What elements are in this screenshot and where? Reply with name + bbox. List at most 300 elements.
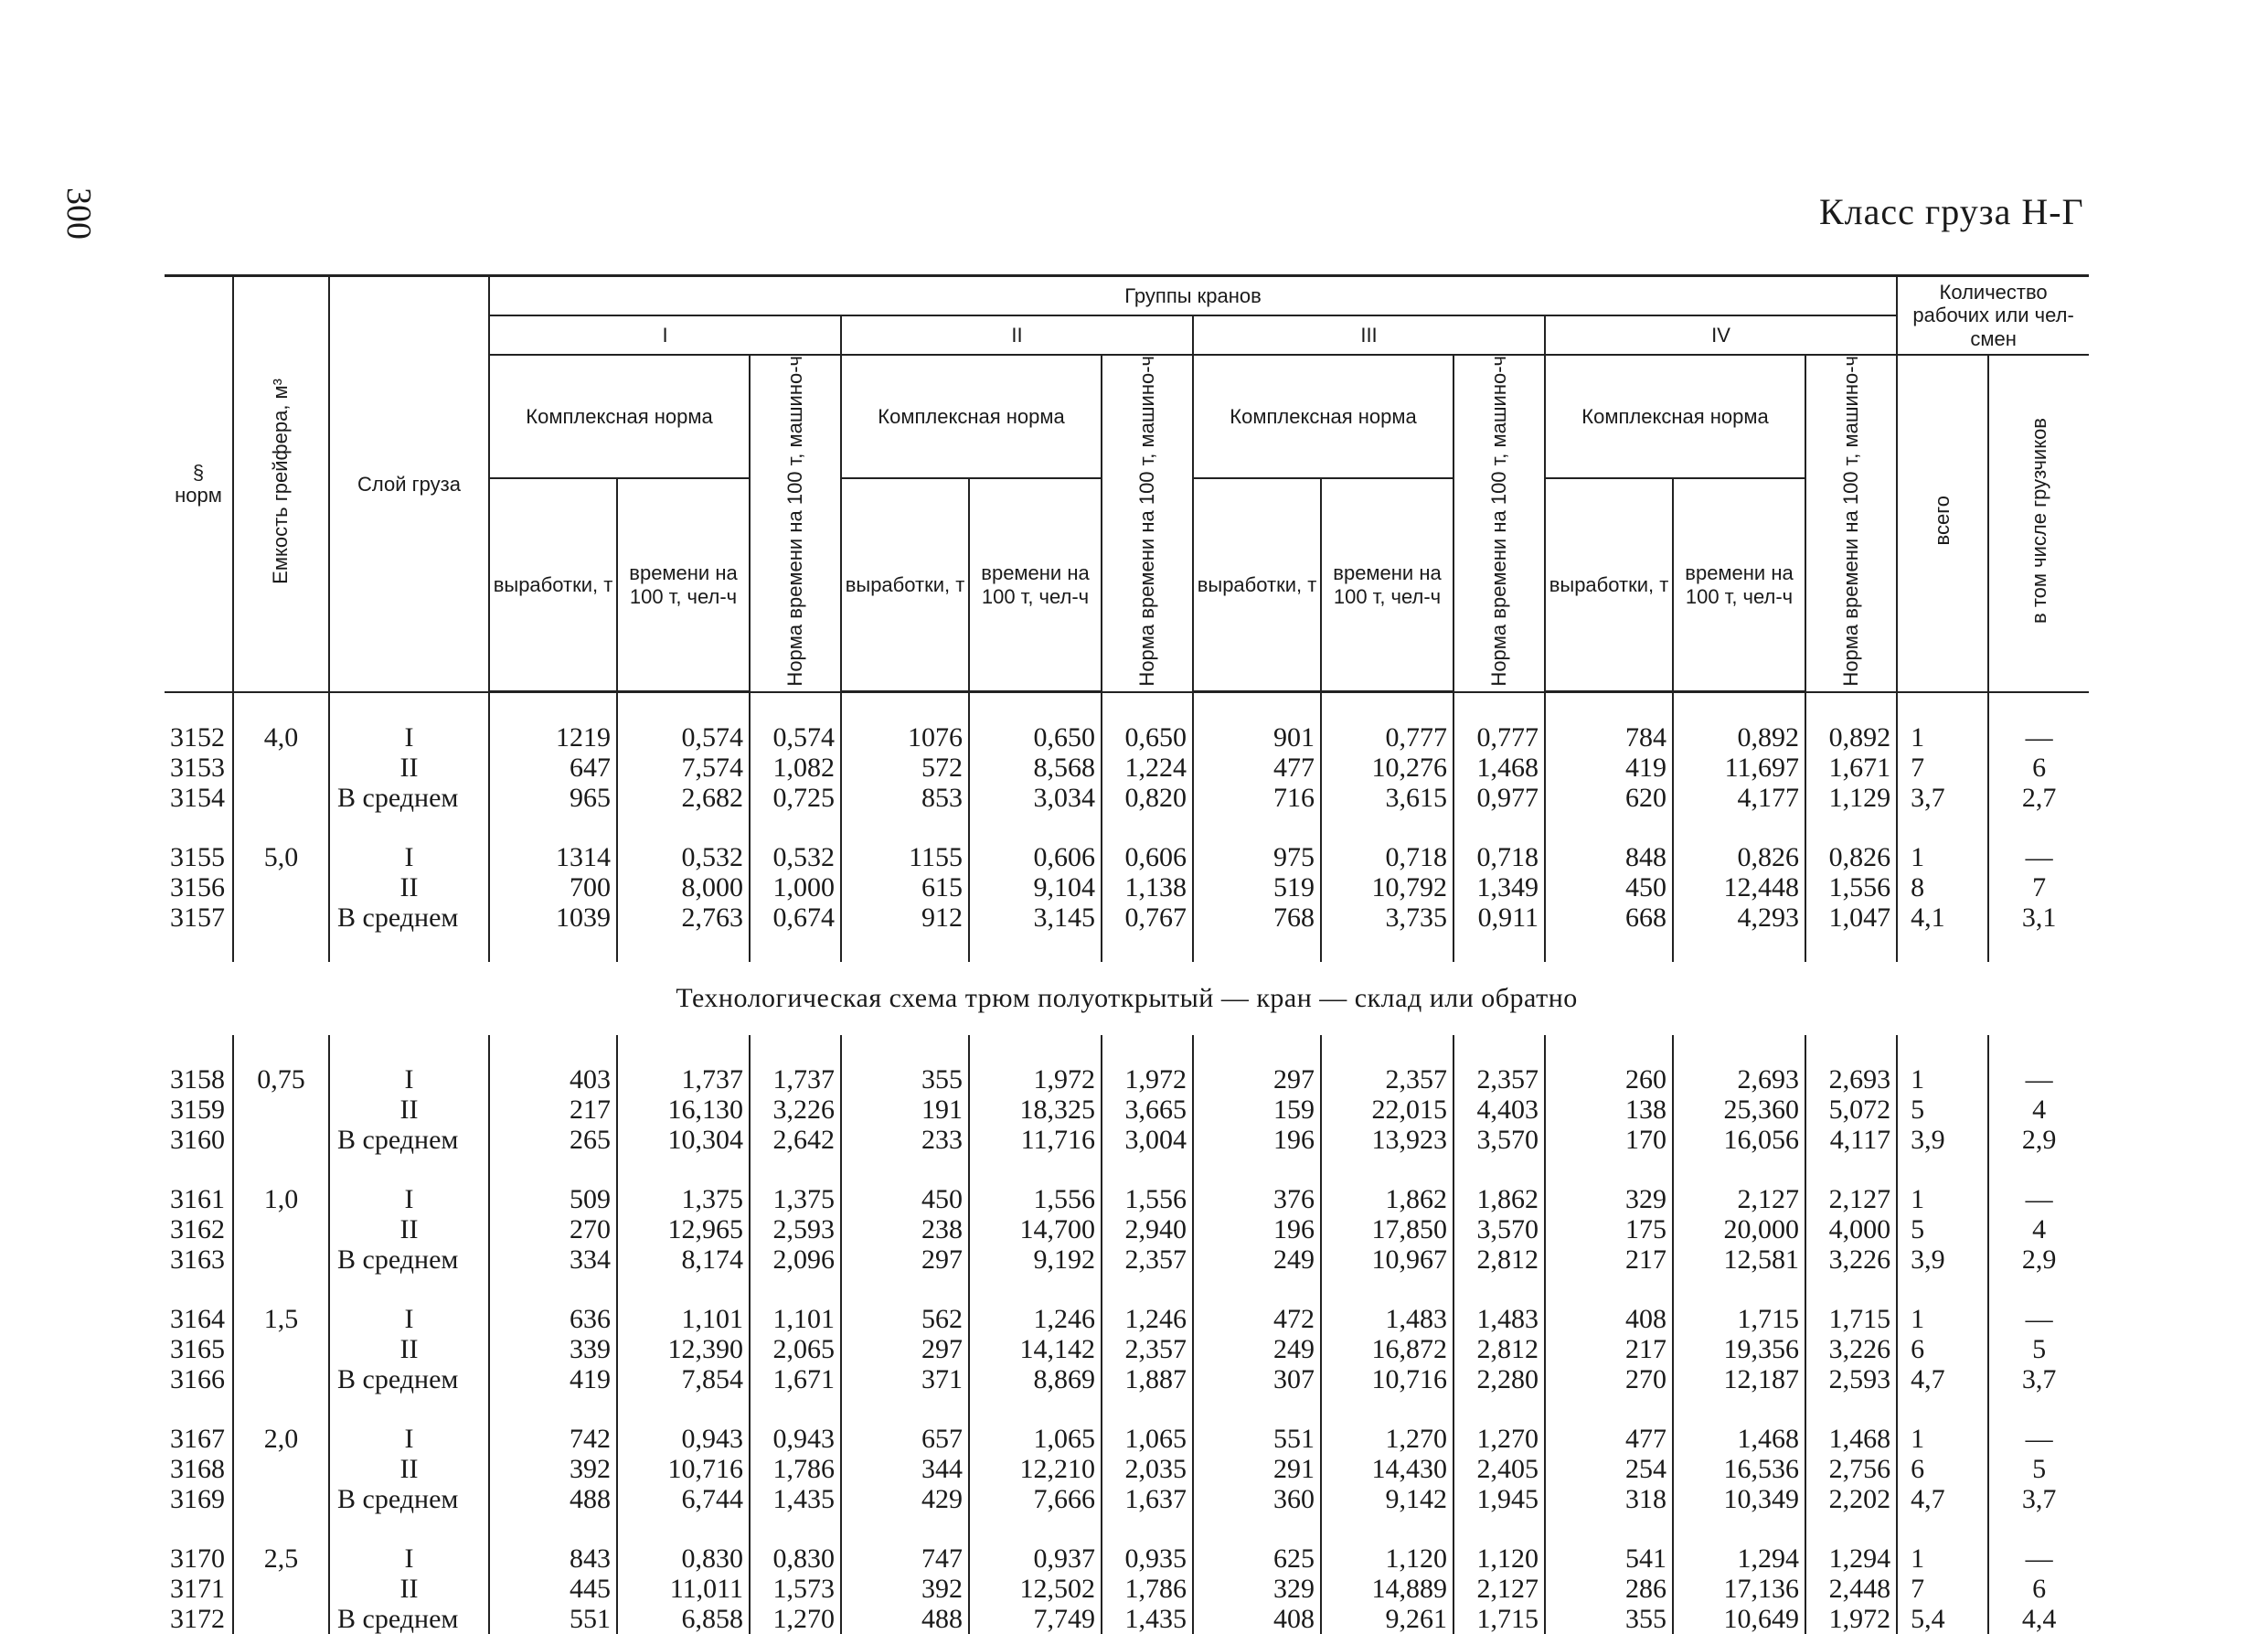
value-cell: 450 [1545, 872, 1673, 902]
value-cell: 14,700 [969, 1214, 1102, 1244]
value-cell: 1,294 [1805, 1543, 1897, 1574]
layer-cell: II [329, 753, 489, 783]
value-cell: 10,304 [617, 1125, 750, 1155]
value-cell: 138 [1545, 1095, 1673, 1125]
value-cell: 1039 [489, 902, 617, 933]
value-cell: 0,911 [1453, 902, 1545, 933]
value-cell: 562 [841, 1304, 969, 1334]
value-cell: 233 [841, 1125, 969, 1155]
table-row [165, 1184, 2089, 1214]
value-cell: 768 [1193, 902, 1321, 933]
output-header: выработки, т [1545, 478, 1673, 692]
value-cell: 1,246 [1102, 1304, 1193, 1334]
complex-norm-header: Комплексная норма [841, 355, 1102, 478]
value-cell: 217 [1545, 1244, 1673, 1275]
value-cell: 5,072 [1805, 1095, 1897, 1125]
value-cell: 1,101 [750, 1304, 841, 1334]
layer-cell: I [329, 1424, 489, 1454]
value-cell: 19,356 [1673, 1334, 1805, 1364]
value-cell: 408 [1193, 1604, 1321, 1634]
value-cell: 519 [1193, 872, 1321, 902]
value-cell: 1076 [841, 722, 969, 753]
time-header: времени на 100 т, чел-ч [1321, 478, 1453, 692]
value-cell: 445 [489, 1574, 617, 1604]
norm-number-cell: 3165 [170, 1334, 225, 1365]
value-cell: 2,127 [1805, 1184, 1897, 1214]
table-row [165, 902, 2089, 933]
total-workers-cell: 1 [1897, 842, 1988, 872]
value-cell: 1,483 [1453, 1304, 1545, 1334]
value-cell: 1,435 [1102, 1604, 1193, 1634]
loaders-cell: 2,9 [1988, 1244, 2089, 1275]
value-cell: 286 [1545, 1574, 1673, 1604]
value-cell: 344 [841, 1454, 969, 1484]
value-cell: 254 [1545, 1454, 1673, 1484]
value-cell: 636 [489, 1304, 617, 1334]
total-header: всего [1897, 355, 1988, 692]
value-cell: 14,142 [969, 1334, 1102, 1364]
value-cell: 1,065 [1102, 1424, 1193, 1454]
value-cell: 1,047 [1805, 902, 1897, 933]
value-cell: 0,725 [750, 783, 841, 813]
value-cell: 16,872 [1321, 1334, 1453, 1364]
value-cell: 0,650 [969, 722, 1102, 753]
value-cell: 7,854 [617, 1364, 750, 1394]
value-cell: 0,532 [617, 842, 750, 872]
value-cell: 1,972 [1102, 1064, 1193, 1095]
value-cell: 2,357 [1102, 1244, 1193, 1275]
value-cell: 0,606 [1102, 842, 1193, 872]
value-cell: 376 [1193, 1184, 1321, 1214]
capacity-cell [233, 1484, 329, 1514]
value-cell: 1,246 [969, 1304, 1102, 1334]
capacity-cell [233, 1334, 329, 1364]
loaders-cell: — [1988, 1543, 2089, 1574]
table-row [165, 1214, 2089, 1244]
value-cell: 8,000 [617, 872, 750, 902]
value-cell: 1,945 [1453, 1484, 1545, 1514]
loaders-header: в том числе грузчиков [1988, 355, 2089, 692]
norm-number-cell: 3160 [170, 1125, 225, 1156]
loaders-cell: — [1988, 842, 2089, 872]
value-cell: 7,749 [969, 1604, 1102, 1634]
value-cell: 12,448 [1673, 872, 1805, 902]
table-row [165, 1095, 2089, 1125]
value-cell: 1,270 [1453, 1424, 1545, 1454]
table-row [165, 783, 2089, 813]
value-cell: 1,715 [1805, 1304, 1897, 1334]
value-cell: 4,293 [1673, 902, 1805, 933]
value-cell: 450 [841, 1184, 969, 1214]
total-workers-cell: 6 [1897, 1454, 1988, 1484]
norm-header: § норм [165, 276, 233, 692]
loaders-cell: 3,7 [1988, 1484, 2089, 1514]
value-cell: 2,693 [1673, 1064, 1805, 1095]
value-cell: 159 [1193, 1095, 1321, 1125]
value-cell: 392 [489, 1454, 617, 1484]
loaders-cell: 4 [1988, 1095, 2089, 1125]
value-cell: 1,972 [969, 1064, 1102, 1095]
value-cell: 1,786 [750, 1454, 841, 1484]
table-header [165, 276, 2089, 692]
value-cell: 14,889 [1321, 1574, 1453, 1604]
norm-number-cell: 3162 [170, 1214, 225, 1245]
value-cell: 16,536 [1673, 1454, 1805, 1484]
time-header: времени на 100 т, чел-ч [617, 478, 750, 692]
value-cell: 429 [841, 1484, 969, 1514]
group-2-header: II [841, 315, 1193, 355]
value-cell: 965 [489, 783, 617, 813]
value-cell: 572 [841, 753, 969, 783]
layer-cell: В среднем [329, 1604, 489, 1634]
value-cell: 1,082 [750, 753, 841, 783]
value-cell: 0,574 [750, 722, 841, 753]
value-cell: 3,570 [1453, 1125, 1545, 1155]
value-cell: 7,574 [617, 753, 750, 783]
value-cell: 1314 [489, 842, 617, 872]
value-cell: 419 [489, 1364, 617, 1394]
value-cell: 477 [1545, 1424, 1673, 1454]
value-cell: 25,360 [1673, 1095, 1805, 1125]
table-row [165, 1334, 2089, 1364]
table-row [165, 1454, 2089, 1484]
table-row [165, 1604, 2089, 1634]
norm-number-cell: 3171 [170, 1574, 225, 1605]
value-cell: 0,977 [1453, 783, 1545, 813]
value-cell: 0,943 [750, 1424, 841, 1454]
value-cell: 16,056 [1673, 1125, 1805, 1155]
value-cell: 270 [489, 1214, 617, 1244]
value-cell: 2,642 [750, 1125, 841, 1155]
value-cell: 355 [1545, 1604, 1673, 1634]
loaders-cell: 4 [1988, 1214, 2089, 1244]
table-row [165, 1484, 2089, 1514]
spacer-row [165, 692, 2089, 723]
value-cell: 1,349 [1453, 872, 1545, 902]
value-cell: 8,174 [617, 1244, 750, 1275]
page-number: 300 [59, 187, 98, 240]
value-cell: 1,483 [1321, 1304, 1453, 1334]
norm-number-cell: 3170 [170, 1543, 225, 1575]
value-cell: 4,177 [1673, 783, 1805, 813]
value-cell: 0,674 [750, 902, 841, 933]
value-cell: 249 [1193, 1334, 1321, 1364]
machine-time-header: Норма времени на 100 т, машино-ч [750, 355, 841, 692]
value-cell: 1,556 [1805, 872, 1897, 902]
layer-cell: I [329, 1304, 489, 1334]
value-cell: 11,011 [617, 1574, 750, 1604]
value-cell: 10,349 [1673, 1484, 1805, 1514]
value-cell: 0,935 [1102, 1543, 1193, 1574]
value-cell: 17,850 [1321, 1214, 1453, 1244]
spacer-row [165, 1155, 2089, 1184]
crane-groups-header: Группы кранов [489, 276, 1897, 315]
value-cell: 2,065 [750, 1334, 841, 1364]
layer-cell: I [329, 842, 489, 872]
loaders-cell: — [1988, 722, 2089, 753]
total-workers-cell: 4,7 [1897, 1484, 1988, 1514]
layer-cell: II [329, 1095, 489, 1125]
value-cell: 3,665 [1102, 1095, 1193, 1125]
value-cell: 6,744 [617, 1484, 750, 1514]
value-cell: 3,226 [1805, 1334, 1897, 1364]
value-cell: 291 [1193, 1454, 1321, 1484]
complex-norm-header: Комплексная норма [1545, 355, 1805, 478]
value-cell: 668 [1545, 902, 1673, 933]
value-cell: 1,101 [617, 1304, 750, 1334]
total-workers-cell: 7 [1897, 1574, 1988, 1604]
loaders-cell: 3,1 [1988, 902, 2089, 933]
value-cell: 14,430 [1321, 1454, 1453, 1484]
table-row [165, 1304, 2089, 1334]
loaders-cell: 6 [1988, 1574, 2089, 1604]
value-cell: 329 [1545, 1184, 1673, 1214]
value-cell: 1,786 [1102, 1574, 1193, 1604]
value-cell: 2,127 [1453, 1574, 1545, 1604]
value-cell: 1,862 [1453, 1184, 1545, 1214]
table-row [165, 1125, 2089, 1155]
value-cell: 2,202 [1805, 1484, 1897, 1514]
total-workers-cell: 4,7 [1897, 1364, 1988, 1394]
value-cell: 0,937 [969, 1543, 1102, 1574]
workers-header: Количество рабочих или чел-смен [1897, 276, 2089, 355]
value-cell: 2,357 [1102, 1334, 1193, 1364]
value-cell: 191 [841, 1095, 969, 1125]
layer-cell: I [329, 722, 489, 753]
value-cell: 3,226 [1805, 1244, 1897, 1275]
layer-cell: II [329, 1574, 489, 1604]
norm-number-cell: 3159 [170, 1095, 225, 1126]
complex-norm-header: Комплексная норма [1193, 355, 1453, 478]
value-cell: 10,967 [1321, 1244, 1453, 1275]
capacity-cell [233, 1244, 329, 1275]
capacity-cell [233, 1125, 329, 1155]
value-cell: 0,718 [1453, 842, 1545, 872]
value-cell: 0,532 [750, 842, 841, 872]
layer-cell: I [329, 1543, 489, 1574]
table-row [165, 842, 2089, 872]
total-workers-cell: 1 [1897, 1184, 1988, 1214]
value-cell: 2,357 [1321, 1064, 1453, 1095]
value-cell: 488 [489, 1484, 617, 1514]
value-cell: 11,716 [969, 1125, 1102, 1155]
value-cell: 541 [1545, 1543, 1673, 1574]
value-cell: 10,792 [1321, 872, 1453, 902]
value-cell: 901 [1193, 722, 1321, 753]
capacity-cell [233, 753, 329, 783]
value-cell: 784 [1545, 722, 1673, 753]
capacity-cell: 2,0 [233, 1424, 329, 1454]
value-cell: 217 [489, 1095, 617, 1125]
value-cell: 1,000 [750, 872, 841, 902]
value-cell: 371 [841, 1364, 969, 1394]
loaders-cell: — [1988, 1304, 2089, 1334]
total-workers-cell: 1 [1897, 722, 1988, 753]
value-cell: 1,468 [1673, 1424, 1805, 1454]
table-row [165, 1424, 2089, 1454]
layer-cell: В среднем [329, 1484, 489, 1514]
value-cell: 477 [1193, 753, 1321, 783]
value-cell: 975 [1193, 842, 1321, 872]
layer-cell: В среднем [329, 783, 489, 813]
value-cell: 17,136 [1673, 1574, 1805, 1604]
table-row [165, 1244, 2089, 1275]
spacer-row [165, 933, 2089, 962]
value-cell: 912 [841, 902, 969, 933]
value-cell: 0,718 [1321, 842, 1453, 872]
value-cell: 196 [1193, 1214, 1321, 1244]
value-cell: 249 [1193, 1244, 1321, 1275]
value-cell: 625 [1193, 1543, 1321, 1574]
capacity-cell [233, 902, 329, 933]
total-workers-cell: 1 [1897, 1064, 1988, 1095]
value-cell: 551 [489, 1604, 617, 1634]
value-cell: 339 [489, 1334, 617, 1364]
value-cell: 2,280 [1453, 1364, 1545, 1394]
value-cell: 0,943 [617, 1424, 750, 1454]
value-cell: 0,892 [1673, 722, 1805, 753]
value-cell: 1,120 [1453, 1543, 1545, 1574]
layer-cell: II [329, 1214, 489, 1244]
value-cell: 196 [1193, 1125, 1321, 1155]
value-cell: 175 [1545, 1214, 1673, 1244]
capacity-cell [233, 872, 329, 902]
total-workers-cell: 6 [1897, 1334, 1988, 1364]
value-cell: 2,763 [617, 902, 750, 933]
value-cell: 488 [841, 1604, 969, 1634]
value-cell: 12,210 [969, 1454, 1102, 1484]
value-cell: 10,649 [1673, 1604, 1805, 1634]
value-cell: 647 [489, 753, 617, 783]
layer-cell: В среднем [329, 1125, 489, 1155]
value-cell: 1,435 [750, 1484, 841, 1514]
norm-number-cell: 3158 [170, 1064, 225, 1095]
value-cell: 615 [841, 872, 969, 902]
loaders-cell: 5 [1988, 1454, 2089, 1484]
value-cell: 3,615 [1321, 783, 1453, 813]
total-workers-cell: 3,7 [1897, 783, 1988, 813]
value-cell: 360 [1193, 1484, 1321, 1514]
capacity-cell: 1,0 [233, 1184, 329, 1214]
table-row [165, 1364, 2089, 1394]
total-workers-cell: 4,1 [1897, 902, 1988, 933]
value-cell: 2,127 [1673, 1184, 1805, 1214]
norm-number-cell: 3172 [170, 1604, 225, 1634]
value-cell: 12,502 [969, 1574, 1102, 1604]
capacity-cell: 0,75 [233, 1064, 329, 1095]
output-header: выработки, т [489, 478, 617, 692]
value-cell: 16,130 [617, 1095, 750, 1125]
loaders-cell: 6 [1988, 753, 2089, 783]
value-cell: 1,120 [1321, 1543, 1453, 1574]
value-cell: 1219 [489, 722, 617, 753]
norm-number-cell: 3164 [170, 1304, 225, 1335]
norms-table [165, 274, 2089, 1634]
value-cell: 10,276 [1321, 753, 1453, 783]
value-cell: 1,270 [750, 1604, 841, 1634]
value-cell: 9,192 [969, 1244, 1102, 1275]
value-cell: 747 [841, 1543, 969, 1574]
total-workers-cell: 8 [1897, 872, 1988, 902]
output-header: выработки, т [841, 478, 969, 692]
total-workers-cell: 5,4 [1897, 1604, 1988, 1634]
value-cell: 419 [1545, 753, 1673, 783]
value-cell: 848 [1545, 842, 1673, 872]
norm-number-cell: 3157 [170, 902, 225, 934]
norm-number-cell: 3163 [170, 1244, 225, 1276]
time-header: времени на 100 т, чел-ч [1673, 478, 1805, 692]
complex-norm-header: Комплексная норма [489, 355, 750, 478]
value-cell: 1,138 [1102, 872, 1193, 902]
value-cell: 12,187 [1673, 1364, 1805, 1394]
capacity-cell [233, 1095, 329, 1125]
value-cell: 2,812 [1453, 1334, 1545, 1364]
group-1-header: I [489, 315, 841, 355]
value-cell: 3,034 [969, 783, 1102, 813]
value-cell: 4,000 [1805, 1214, 1897, 1244]
layer-cell: В среднем [329, 902, 489, 933]
value-cell: 1,737 [750, 1064, 841, 1095]
value-cell: 270 [1545, 1364, 1673, 1394]
spacer-row [165, 1394, 2089, 1424]
spacer-row [165, 1514, 2089, 1543]
table-row [165, 1574, 2089, 1604]
value-cell: 10,716 [617, 1454, 750, 1484]
table-row [165, 1543, 2089, 1574]
loaders-cell: 2,9 [1988, 1125, 2089, 1155]
value-cell: 2,448 [1805, 1574, 1897, 1604]
value-cell: 10,716 [1321, 1364, 1453, 1394]
value-cell: 2,357 [1453, 1064, 1545, 1095]
value-cell: 1,375 [750, 1184, 841, 1214]
norm-number-cell: 3152 [170, 722, 225, 753]
value-cell: 9,142 [1321, 1484, 1453, 1514]
value-cell: 6,858 [617, 1604, 750, 1634]
value-cell: 2,693 [1805, 1064, 1897, 1095]
layer-cell: I [329, 1184, 489, 1214]
value-cell: 1,468 [1805, 1424, 1897, 1454]
output-header: выработки, т [1193, 478, 1321, 692]
group-3-header: III [1193, 315, 1545, 355]
value-cell: 0,650 [1102, 722, 1193, 753]
total-workers-cell: 1 [1897, 1424, 1988, 1454]
capacity-cell: 2,5 [233, 1543, 329, 1574]
value-cell: 0,892 [1805, 722, 1897, 753]
loaders-cell: — [1988, 1424, 2089, 1454]
value-cell: 3,004 [1102, 1125, 1193, 1155]
value-cell: 1,862 [1321, 1184, 1453, 1214]
value-cell: 334 [489, 1244, 617, 1275]
value-cell: 2,035 [1102, 1454, 1193, 1484]
value-cell: 2,593 [1805, 1364, 1897, 1394]
norm-number-cell: 3153 [170, 753, 225, 784]
loaders-cell: 4,4 [1988, 1604, 2089, 1634]
group-4-header: IV [1545, 315, 1897, 355]
value-cell: 0,826 [1805, 842, 1897, 872]
value-cell: 0,606 [969, 842, 1102, 872]
value-cell: 1,294 [1673, 1543, 1805, 1574]
loaders-cell: — [1988, 1184, 2089, 1214]
loaders-cell: — [1988, 1064, 2089, 1095]
norm-number-cell: 3168 [170, 1454, 225, 1485]
value-cell: 3,735 [1321, 902, 1453, 933]
capacity-cell [233, 1214, 329, 1244]
capacity-cell [233, 1454, 329, 1484]
value-cell: 2,812 [1453, 1244, 1545, 1275]
value-cell: 1,065 [969, 1424, 1102, 1454]
total-workers-cell: 3,9 [1897, 1244, 1988, 1275]
loaders-cell: 7 [1988, 872, 2089, 902]
